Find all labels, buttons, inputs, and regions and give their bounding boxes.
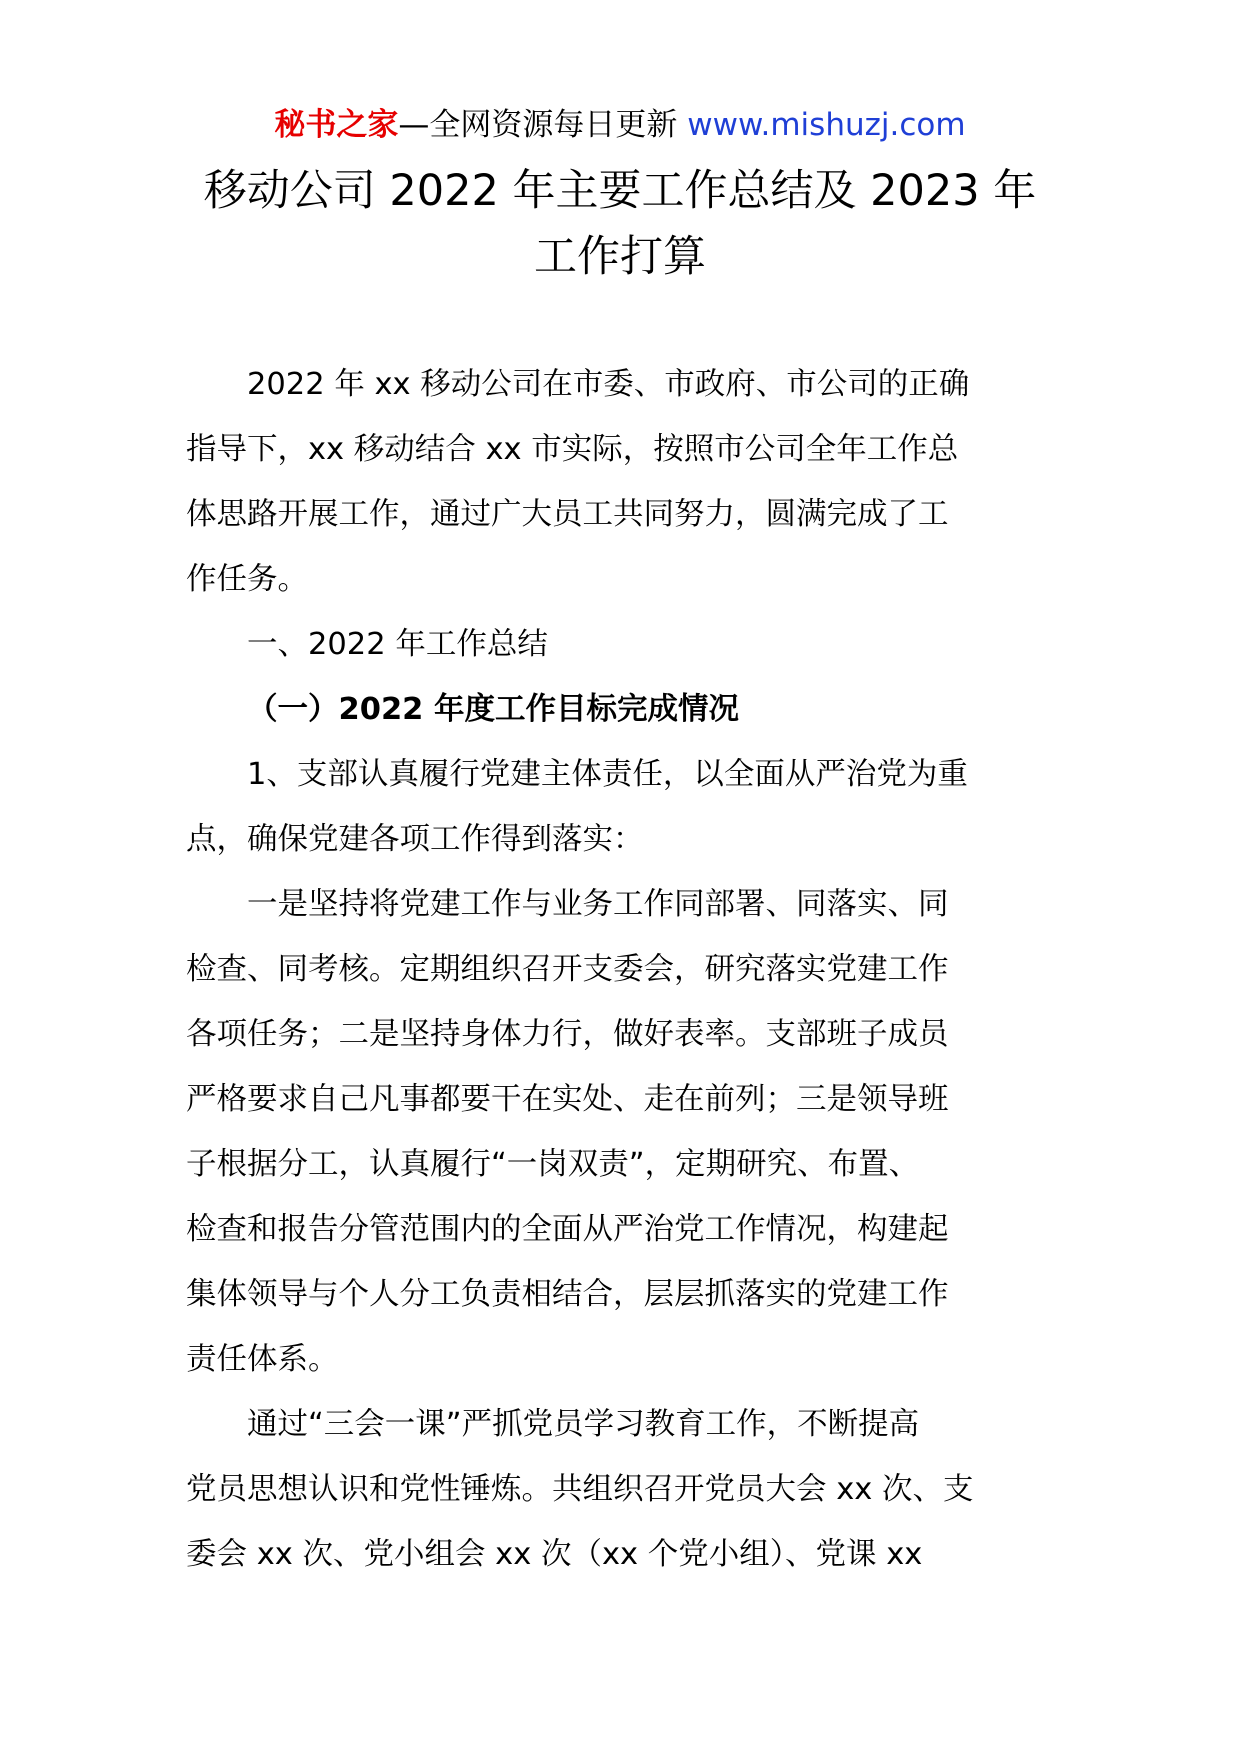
text-line: 检查和报告分管范围内的全面从严治党工作情况，构建起	[186, 1212, 949, 1247]
text-line: 党员思想认识和党性锤炼。共组织召开党员大会 xx 次、支	[186, 1472, 974, 1507]
text-line: 检查、同考核。定期组织召开支委会，研究落实党建工作	[186, 952, 949, 987]
subsection-heading: （一）2022 年度工作目标完成情况	[247, 692, 740, 727]
text-line: 作任务。	[186, 562, 308, 597]
text-line: 一是坚持将党建工作与业务工作同部署、同落实、同	[247, 887, 949, 922]
text-line: 通过“三会一课”严抓党员学习教育工作，不断提高	[247, 1407, 920, 1442]
text-line: 点，确保党建各项工作得到落实：	[186, 822, 644, 857]
brand-name: 秘书之家	[274, 107, 399, 143]
detail-paragraph	[186, 872, 1054, 1392]
text-line: 严格要求自己凡事都要干在实处、走在前列；三是领导班	[186, 1082, 949, 1117]
title-line-1: 移动公司 2022 年主要工作总结及 2023 年	[203, 166, 1037, 216]
banner-tagline: —全网资源每日更新	[398, 107, 688, 143]
document-title	[120, 158, 1120, 290]
text-line: 各项任务；二是坚持身体力行，做好表率。支部班子成员	[186, 1017, 949, 1052]
intro-paragraph	[186, 352, 1054, 612]
text-line: 委会 xx 次、党小组会 xx 次（xx 个党小组）、党课 xx	[186, 1537, 923, 1572]
site-banner	[0, 100, 1240, 150]
section-heading: 一、2022 年工作总结	[247, 627, 548, 662]
document-body	[186, 352, 1054, 1587]
text-line: 指导下，xx 移动结合 xx 市实际，按照市公司全年工作总	[186, 432, 959, 467]
title-line-2: 工作打算	[534, 232, 706, 282]
text-line: 责任体系。	[186, 1342, 339, 1377]
study-paragraph	[186, 1392, 1054, 1587]
site-url-link[interactable]: www.mishuzj.com	[687, 107, 966, 143]
item-paragraph	[186, 742, 1054, 872]
text-line: 集体领导与个人分工负责相结合，层层抓落实的党建工作	[186, 1277, 949, 1312]
text-line: 2022 年 xx 移动公司在市委、市政府、市公司的正确	[247, 367, 970, 402]
text-line: 子根据分工，认真履行“一岗双责”，定期研究、布置、	[186, 1147, 920, 1182]
text-line: 1、支部认真履行党建主体责任，以全面从严治党为重	[247, 757, 968, 792]
text-line: 体思路开展工作，通过广大员工共同努力，圆满完成了工	[186, 497, 949, 532]
